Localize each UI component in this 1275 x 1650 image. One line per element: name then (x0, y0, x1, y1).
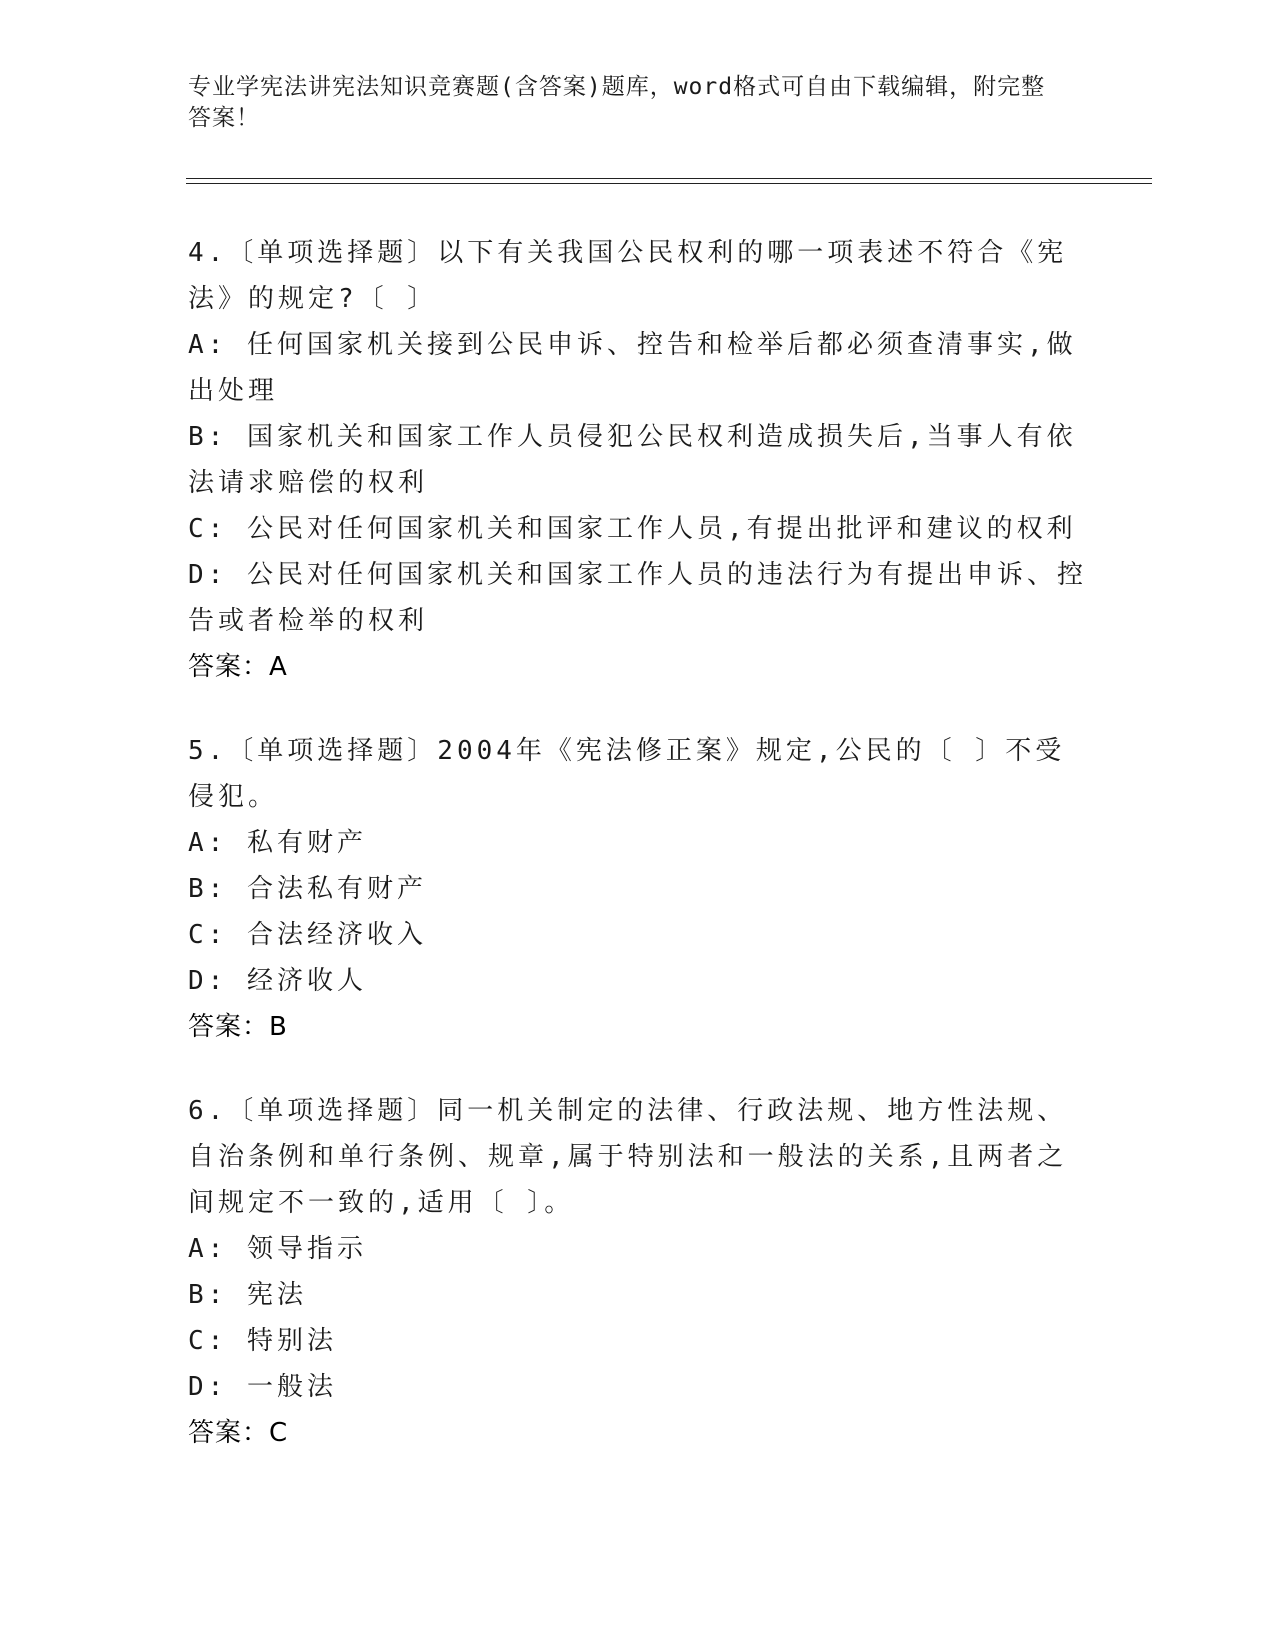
header-intro: 专业学宪法讲宪法知识竞赛题(含答案)题库，word格式可自由下载编辑，附完整答案！ (188, 74, 1046, 131)
question-text: 5.〔单项选择题〕2004年《宪法修正案》规定,公民的〔 〕不受侵犯。 (188, 736, 1066, 812)
question-5 (188, 728, 1088, 1050)
question-text: 4.〔单项选择题〕以下有关我国公民权利的哪一项表述不符合《宪法》的规定?〔 〕 (188, 238, 1068, 314)
question-6 (188, 1088, 1088, 1456)
option-b: B: 国家机关和国家工作人员侵犯公民权利造成损失后,当事人有依法请求赔偿的权利 (188, 422, 1077, 498)
option-d: D: 公民对任何国家机关和国家工作人员的违法行为有提出申诉、控告或者检举的权利 (188, 560, 1087, 636)
option-d: D: 一般法 (188, 1372, 337, 1402)
header-divider-top (186, 178, 1152, 179)
question-list (188, 230, 1088, 1494)
answer: 答案：B (188, 1012, 288, 1042)
option-a: A: 领导指示 (188, 1234, 367, 1264)
option-b: B: 合法私有财产 (188, 874, 427, 904)
answer: 答案：A (188, 652, 288, 682)
question-text: 6.〔单项选择题〕同一机关制定的法律、行政法规、地方性法规、自治条例和单行条例、规章,属于特别法和一般法的关系,且两者之间规定不一致的,适用〔 〕。 (188, 1096, 1068, 1218)
option-c: C: 特别法 (188, 1326, 337, 1356)
option-b: B: 宪法 (188, 1280, 307, 1310)
header-divider-bottom (186, 183, 1152, 184)
option-d: D: 经济收人 (188, 966, 367, 996)
option-a: A: 私有财产 (188, 828, 367, 858)
option-c: C: 合法经济收入 (188, 920, 427, 950)
option-a: A: 任何国家机关接到公民申诉、控告和检举后都必须查清事实,做出处理 (188, 330, 1077, 406)
option-c: C: 公民对任何国家机关和国家工作人员,有提出批评和建议的权利 (188, 514, 1077, 544)
question-4 (188, 230, 1088, 690)
answer: 答案：C (188, 1418, 289, 1448)
